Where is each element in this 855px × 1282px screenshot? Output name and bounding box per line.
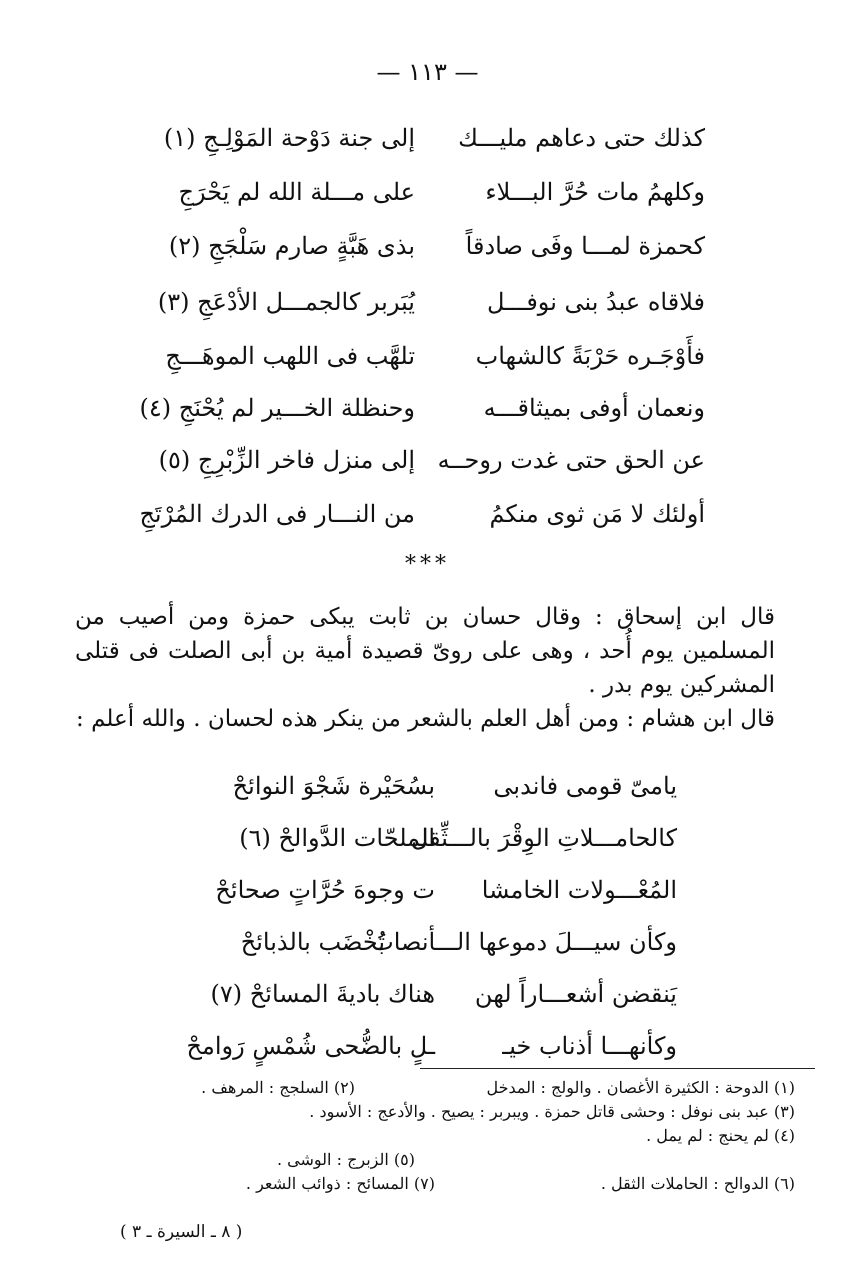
prose-paragraph-ibn-hisham: قال ابن هشام : ومن أهل العلم بالشعر من ينكر هذه لحسان . والله أعلم : (76, 706, 775, 732)
verse-second-hemistich: ت وجوهَ حُرَّاتٍ صحائحْ (215, 876, 435, 904)
verse-first-hemistich: يامىّ قومى فاندبى (493, 772, 677, 800)
verse-first-hemistich: يَنقضن أشعـــاراً لهن (474, 980, 677, 1008)
footnote-row (55, 1172, 795, 1196)
footnote: (٣) عبد بنى نوفل : وحشى قاتل حمزة . ويبربر : يصيح . والأدعج : الأسود . (309, 1102, 795, 1121)
verse-second-hemistich: بذى هَبَّةٍ صارم سَلْجَجِ (٢) (168, 232, 415, 260)
verse-second-hemistich: تُخْضَب بالذبائحْ (240, 928, 385, 956)
verse-second-hemistich: من النـــار فى الدرك المُرْتَجِ (139, 500, 415, 528)
verse-first-hemistich: وكأنهـــا أذناب خيـ (502, 1032, 677, 1060)
verse-second-hemistich: يُبَربر كالجمـــل الأدْعَجِ (٣) (157, 288, 415, 316)
footnote-row (55, 1148, 795, 1172)
section-separator: *** (405, 552, 450, 577)
verse-first-hemistich: كذلك حتى دعاهم مليـــك (458, 124, 705, 152)
verse-second-hemistich: بسُحَيْرة شَجْوَ النوائحْ (232, 772, 435, 800)
verse-second-hemistich: وحنظلة الخـــير لم يُحْنَجِ (٤) (139, 394, 415, 422)
verse-first-hemistich: وكأن سيـــلَ دموعها الـــأنصابُ (371, 928, 677, 956)
verse (0, 974, 855, 1030)
signature-mark: ( ٨ ـ السيرة ـ ٣ ) (120, 1222, 243, 1242)
verse (0, 336, 855, 392)
verse (0, 388, 855, 444)
verse-first-hemistich: كحمزة لمـــا وفَى صادقاً (465, 232, 705, 260)
verse (0, 818, 855, 874)
verse-second-hemistich: ـلٍ بالضُّحى شُمْسٍ رَوامحْ (186, 1032, 435, 1060)
footnote: (١) الدوحة : الكثيرة الأغصان . والولج : المدخل (486, 1078, 795, 1097)
footnote-row (55, 1124, 795, 1148)
verse (0, 282, 855, 338)
verse (0, 766, 855, 822)
footnote: (٦) الدوالح : الحاملات الثقل . (600, 1174, 795, 1193)
footnote-row (55, 1076, 795, 1100)
page-number: — ١١٣ — (376, 58, 479, 86)
verse (0, 440, 855, 496)
footnote-divider (420, 1068, 815, 1069)
verse-first-hemistich: أولئك لا مَن ثوى منكمُ (489, 500, 705, 528)
verse (0, 1026, 855, 1082)
verse-first-hemistich: وكلهمُ مات حُرَّ البـــلاء (485, 178, 705, 206)
verse (0, 172, 855, 228)
verse-second-hemistich: تلهَّب فى اللهب الموهَـــجِ (165, 342, 415, 370)
verse-second-hemistich: إلى منزل فاخر الزِّبْرِجِ (٥) (158, 446, 415, 474)
verse-second-hemistich: هناك باديةَ المسائحْ (٧) (210, 980, 435, 1008)
verse-first-hemistich: عن الحق حتى غدت روحــه (437, 446, 705, 474)
footnote: (٧) المسائح : ذوائب الشعر . (245, 1174, 435, 1193)
verse (0, 226, 855, 282)
verse (0, 922, 855, 978)
footnote: (٢) السلجج : المرهف . (201, 1078, 355, 1097)
verse-second-hemistich: إلى جنة دَوْحة المَوْلِـجِ (١) (163, 124, 415, 152)
verse-second-hemistich: الملحّات الدَّوالحْ (٦) (239, 824, 435, 852)
verse (0, 870, 855, 926)
verse-first-hemistich: المُعْـــولات الخامشا (481, 876, 677, 904)
verse (0, 494, 855, 550)
footnote-row (55, 1100, 795, 1124)
footnote: (٤) لم يحنج : لم يمل . (646, 1126, 795, 1145)
verse-first-hemistich: فأَوْجَـره حَرْبَةً كالشهاب (475, 342, 705, 370)
verse-second-hemistich: على مـــلة الله لم يَحْرَجِ (178, 178, 415, 206)
verse-first-hemistich: ونعمان أوفى بميثاقـــه (483, 394, 705, 422)
verse-first-hemistich: فلاقاه عبدُ بنى نوفـــل (487, 288, 705, 316)
verse-first-hemistich: كالحامـــلاتِ الوِقْرَ بالـــثِّقل (410, 824, 677, 852)
prose-paragraph-ibn-ishaq: قال ابن إسحاق : وقال حسان بن ثابت يبكى حمزة ومن أصيب من المسلمين يوم أُحد ، وهى على روىّ قصيدة أمية بن أبى الصلت فى قتلى المشركين يوم بدر . (75, 604, 775, 698)
verse (0, 118, 855, 174)
footnote: (٥) الزبرج : الوشى . (277, 1150, 415, 1169)
